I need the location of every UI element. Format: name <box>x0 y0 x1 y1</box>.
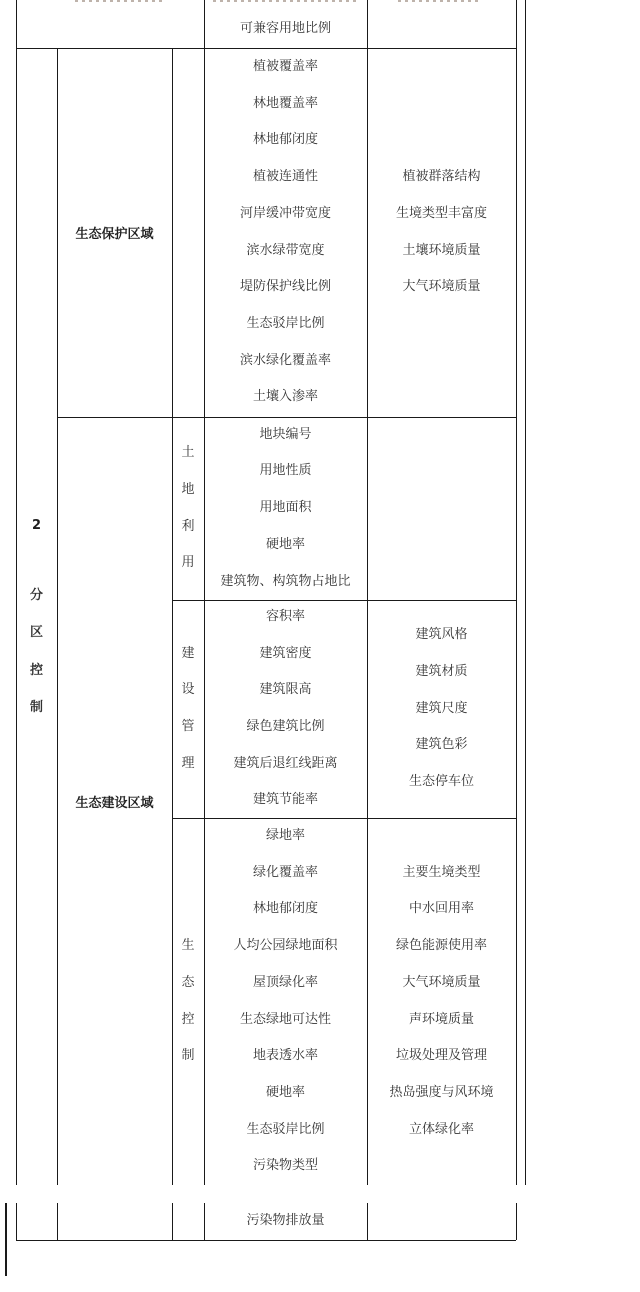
border-line <box>172 1203 173 1240</box>
zone-name: 生态建设区域 <box>75 795 154 811</box>
indicator-item: 可兼容用地比例 <box>239 20 331 36</box>
indicator-item: 声环境质量 <box>408 1011 474 1027</box>
border-line <box>57 1203 58 1240</box>
extra-list-protection <box>367 48 516 417</box>
indicator-item: 中水回用率 <box>408 901 474 917</box>
indicator-item: 建筑风格 <box>415 627 468 643</box>
category-name: 生态控制 <box>181 938 195 1064</box>
indicator-item: 人均公园绿地面积 <box>233 938 338 954</box>
indicator-item: 林地郁闭度 <box>252 132 318 148</box>
border-line <box>367 1203 368 1240</box>
border-line <box>16 1203 17 1240</box>
indicator-item: 地块编号 <box>259 426 312 442</box>
indicator-item: 用地面积 <box>259 500 312 516</box>
indicator-item: 地表透水率 <box>252 1048 318 1064</box>
border-line <box>16 1240 516 1241</box>
extra-list-construction-management <box>367 600 516 818</box>
indicator-item: 建筑后退红线距离 <box>233 755 338 771</box>
section-number: 2 <box>31 517 42 533</box>
border-line <box>516 0 517 1185</box>
indicator-item: 生态停车位 <box>408 774 474 790</box>
indicator-item: 建筑材质 <box>415 663 468 679</box>
category-label-land-use <box>172 417 204 600</box>
indicator-item: 生境类型丰富度 <box>395 205 487 221</box>
indicator-item: 绿化覆盖率 <box>252 864 318 880</box>
indicator-item: 生态驳岸比例 <box>246 1121 325 1137</box>
category-label-construction-management <box>172 600 204 818</box>
indicator-item: 硬地率 <box>265 1084 305 1100</box>
indicator-item: 建筑节能率 <box>252 792 318 808</box>
indicator-item: 用地性质 <box>259 463 312 479</box>
indicator-item: 立体绿化率 <box>408 1121 474 1137</box>
indicator-item: 植被群落结构 <box>402 169 481 185</box>
indicator-item: 硬地率 <box>265 536 305 552</box>
category-label-ecological-control <box>172 818 204 1185</box>
indicator-item: 屋顶绿化率 <box>252 974 318 990</box>
next-page-edge-line <box>5 1203 7 1276</box>
indicator-item: 滨水绿化覆盖率 <box>239 352 331 368</box>
indicator-item: 植被连通性 <box>252 169 318 185</box>
indicator-item: 林地郁闭度 <box>252 901 318 917</box>
cell-compatible-land-ratio <box>204 0 367 48</box>
indicator-item: 大气环境质量 <box>402 974 481 990</box>
indicator-item: 污染物类型 <box>252 1158 318 1174</box>
indicator-item: 建筑密度 <box>259 645 312 661</box>
section-title: 分区控制 <box>29 587 43 715</box>
category-name: 建设管理 <box>181 645 195 771</box>
zone-name: 生态保护区域 <box>75 227 154 242</box>
indicator-item: 生态驳岸比例 <box>246 315 325 331</box>
indicator-item: 堤防保护线比例 <box>239 279 331 295</box>
indicator-item: 容积率 <box>265 608 305 624</box>
indicator-item: 绿地率 <box>265 827 305 843</box>
cut-text-remnant <box>75 0 165 2</box>
category-name: 土地利用 <box>181 445 195 571</box>
indicator-list-land-use <box>204 417 367 600</box>
indicator-item: 建筑尺度 <box>415 700 468 716</box>
cut-text-remnant <box>398 0 478 2</box>
zone-label-construction <box>57 417 172 1185</box>
indicator-list-construction-management <box>204 600 367 818</box>
cell-pollutant-discharge <box>204 1203 367 1240</box>
indicator-item: 垃圾处理及管理 <box>395 1048 487 1064</box>
cell-section-title <box>16 48 57 1185</box>
outer-border-line <box>525 0 526 1185</box>
extra-list-ecological-control <box>367 818 516 1185</box>
indicator-item: 建筑限高 <box>259 682 312 698</box>
indicator-item: 热岛强度与风环境 <box>389 1084 494 1100</box>
indicator-list-ecological-control <box>204 818 367 1185</box>
zone-label-protection <box>57 48 172 417</box>
indicator-item: 大气环境质量 <box>402 279 481 295</box>
indicator-item: 滨水绿带宽度 <box>246 242 325 258</box>
indicator-item: 绿色能源使用率 <box>395 938 487 954</box>
indicator-item: 土壤入渗率 <box>252 389 318 405</box>
indicator-item: 建筑物、构筑物占地比 <box>220 573 351 589</box>
indicator-item: 污染物排放量 <box>246 1213 325 1229</box>
indicator-item: 绿色建筑比例 <box>246 719 325 734</box>
indicator-item: 林地覆盖率 <box>252 95 318 111</box>
indicator-list-protection <box>204 48 367 417</box>
indicator-item: 植被覆盖率 <box>252 58 318 74</box>
indicator-item: 主要生境类型 <box>402 864 481 880</box>
indicator-item: 生态绿地可达性 <box>239 1011 331 1027</box>
border-line <box>516 1203 517 1240</box>
indicator-item: 建筑色彩 <box>415 737 468 753</box>
indicator-item: 土壤环境质量 <box>402 242 481 258</box>
indicator-item: 河岸缓冲带宽度 <box>239 205 331 221</box>
